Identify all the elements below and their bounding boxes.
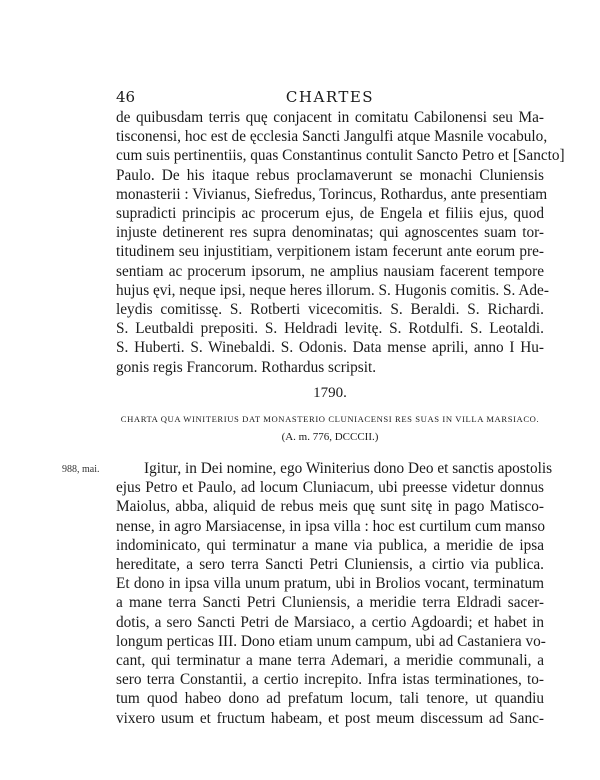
text-line: de quibusdam terris quę conjacent in comitatu Cabilonensi seu Ma-: [116, 109, 544, 126]
text-line: vixero usum et fructum habeam, et post meum discessum ad Sanc-: [116, 709, 544, 727]
margin-date-note: 988, mai.: [62, 464, 100, 475]
previous-charter-text: [116, 108, 565, 377]
text-line: titudinem seu injustitiam, verpitionem istam fecerunt ante eorum pre-: [116, 243, 544, 261]
text-line: injuste detinerent res supra denominatas; qui agnoscentes suam tor-: [116, 224, 544, 242]
charter-title: CHARTA QUA WINITERIUS DAT MONASTERIO CLUNIACENSI RES SUAS IN VILLA MARSIACO.: [120, 414, 540, 424]
text-line: sero terra Constantii, a certio increpito. Infra istas terminationes, to-: [116, 671, 544, 689]
text-line: nense, in agro Marsiacense, in ipsa villa : hoc est curtilum cum manso: [116, 517, 546, 535]
text-line: hujus ęvi, neque ipsi, neque heres illorum. S. Hugonis comitis. S. Ade-: [116, 281, 549, 299]
text-line: a mane terra Sancti Petri Cluniensis, a meridie terra Eldradi sacer-: [116, 594, 544, 612]
text-line: Paulo. De his itaque rebus proclamaverunt se monachi Cluniensis: [116, 166, 544, 184]
text-line: monasterii : Vivianus, Siefredus, Torincus, Rothardus, ante presentiam: [116, 185, 548, 203]
text-line: S. Leutbaldi prepositi. S. Heldradi levitę. S. Rotdulfi. S. Leotaldi.: [116, 320, 544, 338]
text-line: dotis, a sero Sancti Petri de Marsiaco, a certio Agdoardi; et habet in: [116, 613, 544, 631]
text-line: sentiam ac procerum ipsorum, ne amplius nausiam facerent tempore: [116, 262, 544, 280]
page-header: [116, 88, 544, 108]
text-line: cant, qui terminatur a mane terra Ademari, a meridie communali, a: [116, 652, 544, 670]
text-line: Maiolus, abba, aliquid de rebus meis quę sunt sitę in pago Matisco-: [116, 498, 544, 516]
text-line: cum suis pertinentiis, quas Constantinus contulit Sancto Petro et [Sancto]: [116, 147, 565, 165]
text-line: indominicato, qui terminatur a mane via publica, a meridie de ipsa: [116, 536, 544, 554]
text-line: Igitur, in Dei nomine, ego Winiterius dono Deo et sanctis apostolis: [144, 460, 553, 477]
text-line: tisconensi, hoc est de ęcclesia Sancti Jangulfi atque Masnile vocabulo,: [116, 128, 548, 146]
charter-date-reference: (A. m. 776, DCCCII.): [281, 431, 379, 443]
text-line: Et dono in ipsa villa unum pratum, ubi in Brolios vocant, terminatum: [116, 575, 544, 593]
text-line: leydis comitissę. S. Rotberti vicecomitis. S. Beraldi. S. Richardi.: [116, 301, 544, 319]
running-title: CHARTES: [285, 88, 375, 106]
text-line: longum perticas III. Dono etiam unum campum, ubi ad Castaniera vo-: [116, 632, 546, 650]
page-number: 46: [116, 88, 136, 106]
text-line: gonis regis Francorum. Rothardus scripsit.: [116, 358, 377, 376]
text-line: tum quod habeo dono ad prefatum locum, tali tenore, ut quandiu: [116, 690, 544, 708]
text-line: S. Huberti. S. Winebaldi. S. Odonis. Data mense aprili, anno I Hu-: [116, 339, 544, 357]
text-line: supradicti principis ac procerum ejus, de Engela et filiis ejus, quod: [116, 205, 544, 223]
charter-text: [116, 459, 553, 728]
text-line: ejus Petro et Paulo, ad locum Cluniacum, ubi preesse videtur donnus: [116, 479, 544, 497]
charter-number: 1790.: [313, 385, 347, 401]
text-line: hereditate, a sero terra Sancti Petri Cluniensis, a cirtio via publica.: [116, 556, 544, 574]
